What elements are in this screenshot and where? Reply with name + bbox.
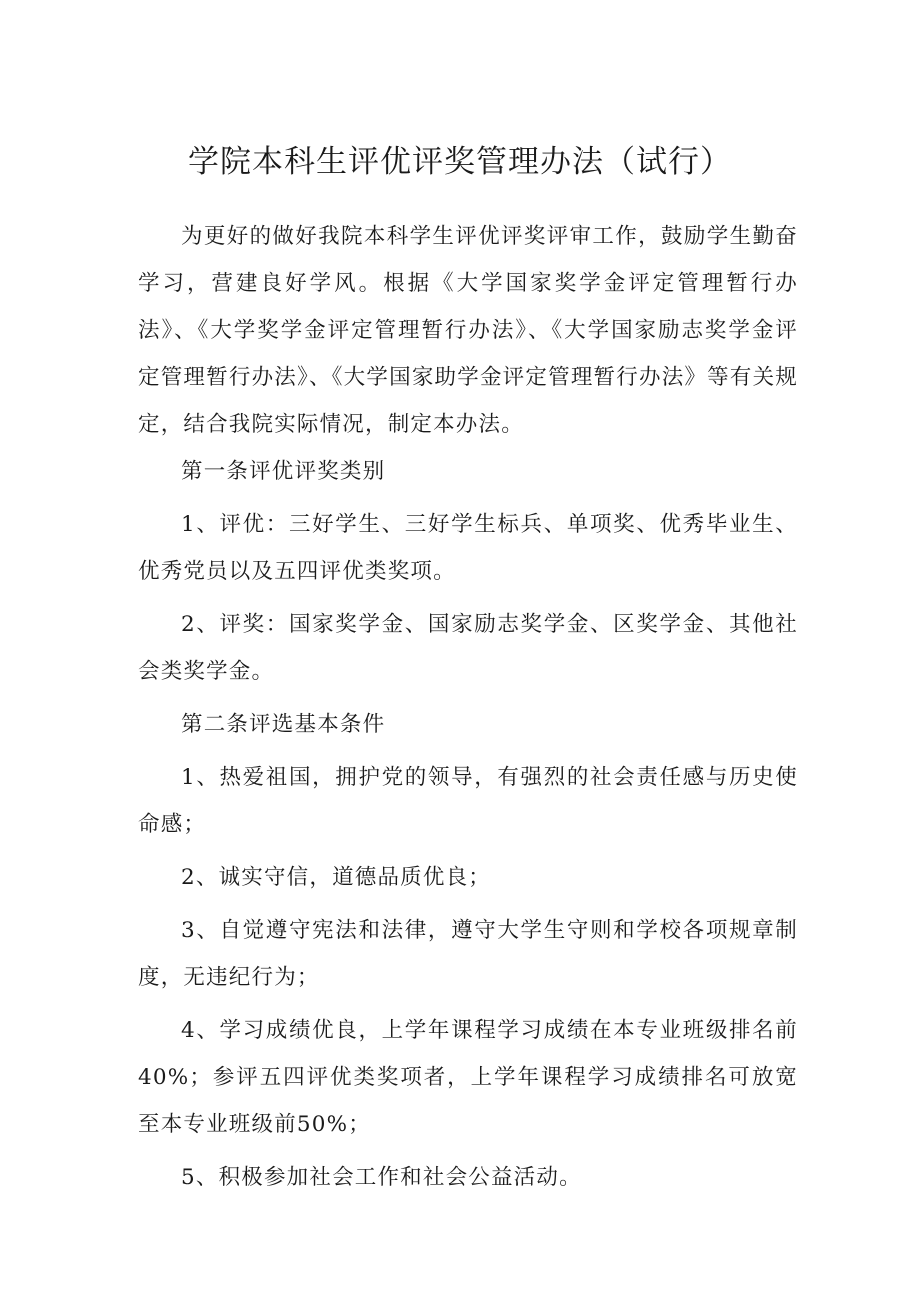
article-1-heading: 第一条评优评奖类别 <box>181 459 386 484</box>
intro-paragraph: 为更好的做好我院本科学生评优评奖评审工作，鼓励学生勤奋学习，营建良好学风。根据《大学国家奖学金评定管理暂行办法》、《大学奖学金评定管理暂行办法》、《大学国家励志奖学金评定管理暂行办法》、《大学国家助学金评定管理暂行办法》等有关规定，结合我院实际情况，制定本办法。 <box>138 224 798 437</box>
article-2-item-1: 1、热爱祖国，拥护党的领导，有强烈的社会责任感与历史使命感； <box>138 765 798 837</box>
document-title: 学院本科生评优评奖管理办法（试行） <box>188 144 732 180</box>
article-2-item-5: 5、积极参加社会工作和社会公益活动。 <box>181 1165 582 1190</box>
article-2-item-4: 4、学习成绩优良，上学年课程学习成绩在本专业班级排名前40%；参评五四评优类奖项者，上学年课程学习成绩排名可放宽至本专业班级前50%； <box>138 1018 798 1137</box>
document-body <box>138 213 798 1201</box>
article-2-heading: 第二条评选基本条件 <box>181 712 386 737</box>
article-1-item-2: 2、评奖：国家奖学金、国家励志奖学金、区奖学金、其他社会类奖学金。 <box>138 612 798 684</box>
article-2-item-2: 2、诚实守信，道德品质优良； <box>181 865 491 890</box>
article-2-item-3: 3、自觉遵守宪法和法律，遵守大学生守则和学校各项规章制度，无违纪行为； <box>138 918 798 990</box>
article-1-item-1: 1、评优：三好学生、三好学生标兵、单项奖、优秀毕业生、优秀党员以及五四评优类奖项。 <box>138 512 798 584</box>
